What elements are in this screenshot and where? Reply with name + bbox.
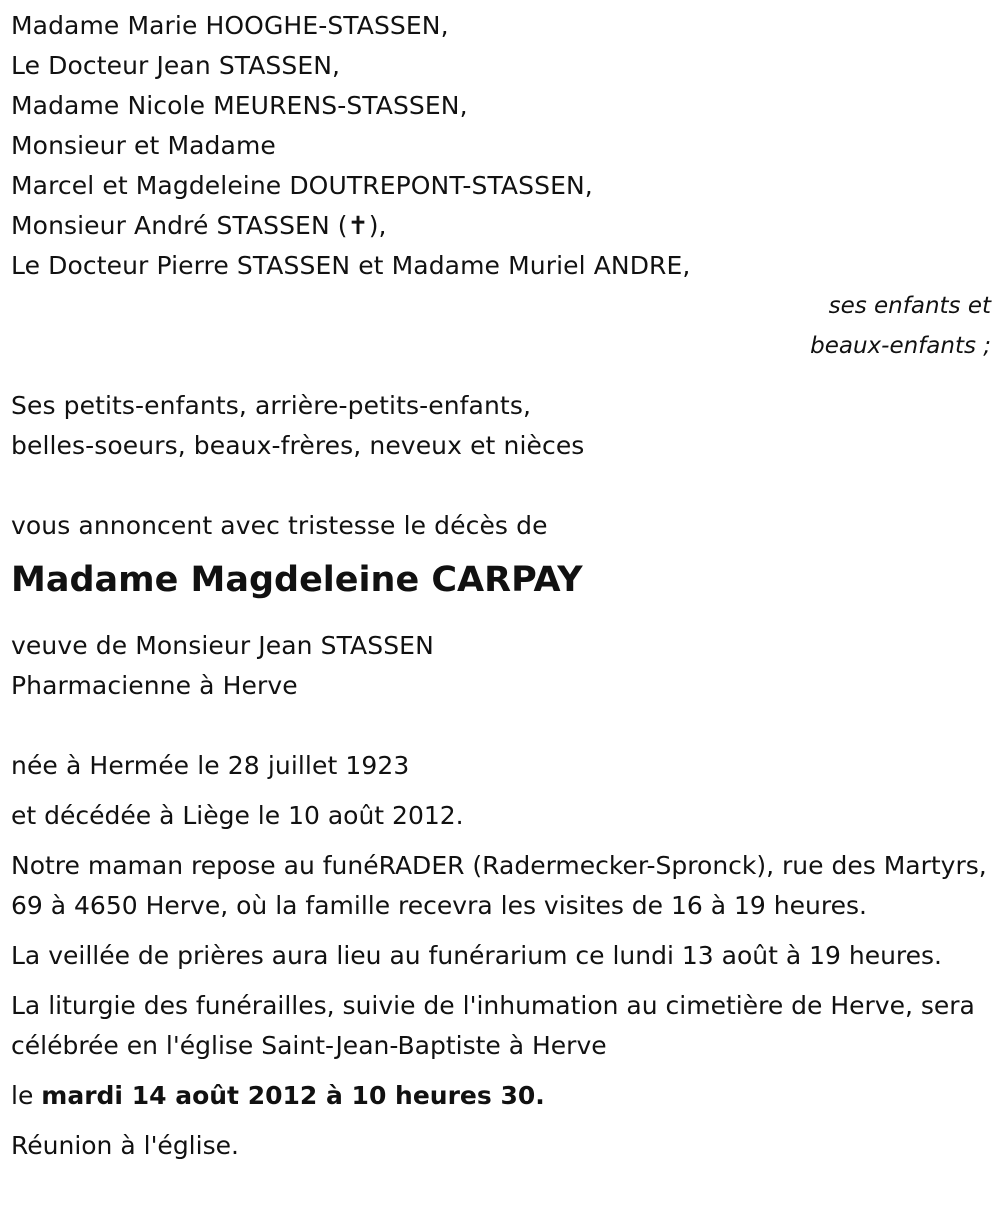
detail-line: Pharmacienne à Herve — [11, 671, 298, 700]
extended-family-line: Ses petits-enfants, arrière-petits-enfants, — [11, 391, 531, 420]
extended-family-line: belles-soeurs, beaux-frères, neveux et nièces — [11, 431, 585, 460]
funeral-liturgy-info: La liturgie des funérailles, suivie de l'inhumation au cimetière de Herve, sera célébrée en l'église Saint-Jean-Baptiste à Herve — [11, 991, 975, 1060]
death-info: et décédée à Liège le 10 août 2012. — [11, 801, 464, 830]
obituary-notice — [11, 6, 991, 1166]
family-line: Marcel et Magdeleine DOUTREPONT-STASSEN, — [11, 171, 593, 200]
meeting-info: Réunion à l'église. — [11, 1131, 239, 1160]
family-line: Monsieur André STASSEN (✝), — [11, 211, 387, 240]
family-line: Le Docteur Jean STASSEN, — [11, 51, 341, 80]
relation-line: beaux-enfants ; — [810, 333, 991, 359]
resting-place-info: Notre maman repose au funéRADER (Radermecker-Spronck), rue des Martyrs, 69 à 4650 Herve, où la famille recevra les visites de 16 à 19 heures. — [11, 851, 987, 920]
announcement-text: vous annoncent avec tristesse le décès de — [11, 511, 548, 540]
vigil-info: La veillée de prières aura lieu au funérarium ce lundi 13 août à 19 heures. — [11, 941, 943, 970]
funeral-date-prefix: le — [11, 1081, 42, 1110]
funeral-date-line — [11, 1076, 991, 1116]
birth-info: née à Hermée le 28 juillet 1923 — [11, 751, 410, 780]
funeral-date: mardi 14 août 2012 à 10 heures 30. — [41, 1081, 545, 1110]
detail-line: veuve de Monsieur Jean STASSEN — [11, 631, 434, 660]
family-line: Madame Marie HOOGHE-STASSEN, — [11, 11, 449, 40]
family-line: Monsieur et Madame — [11, 131, 276, 160]
relation-note — [11, 286, 991, 366]
relation-line: ses enfants et — [828, 293, 991, 319]
family-line: Le Docteur Pierre STASSEN et Madame Muriel ANDRE, — [11, 251, 691, 280]
family-line: Madame Nicole MEURENS-STASSEN, — [11, 91, 468, 120]
deceased-details — [11, 626, 991, 706]
extended-family — [11, 386, 991, 466]
family-list — [11, 6, 991, 286]
deceased-name: Madame Magdeleine CARPAY — [11, 560, 583, 600]
